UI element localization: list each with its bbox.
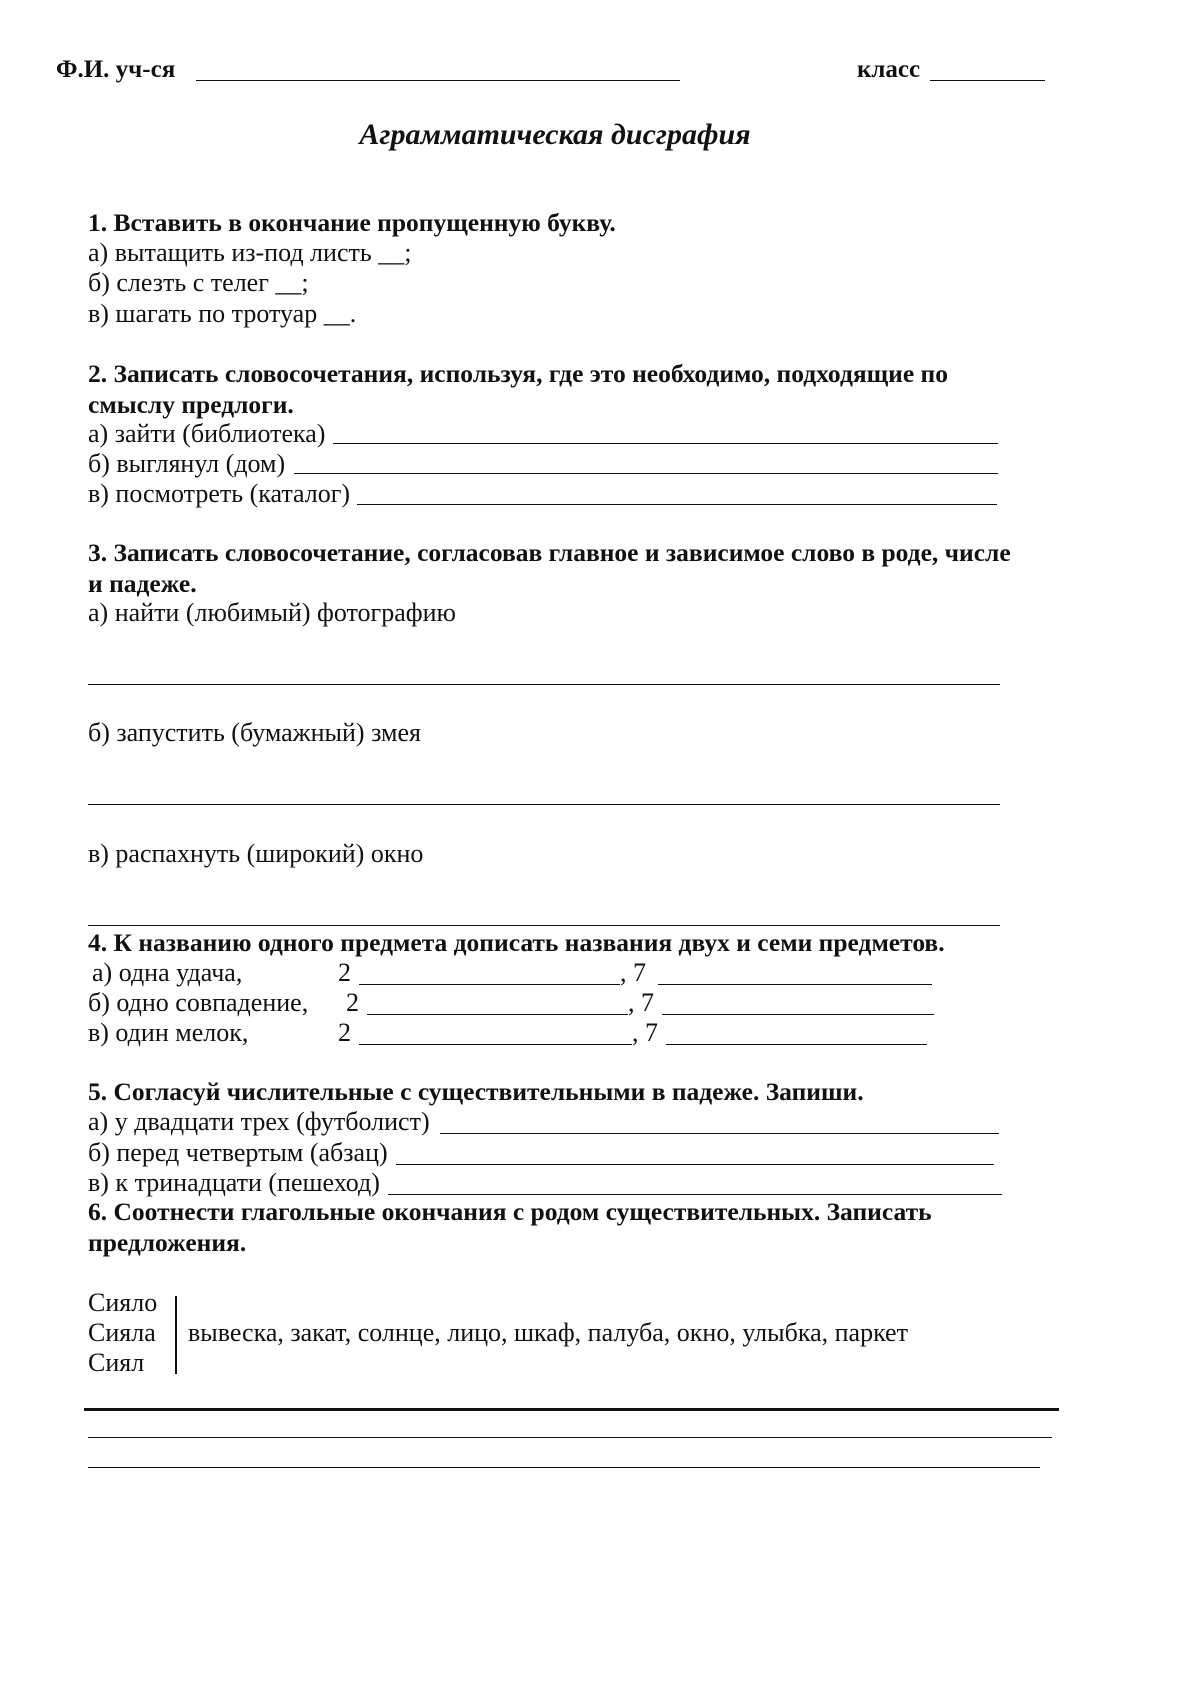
task1-item-b: б) слезть с телег __; <box>88 268 309 297</box>
task4-item-c-label: в) один мелок, <box>88 1018 249 1047</box>
task5-answer-line-a[interactable] <box>440 1133 999 1134</box>
task2-answer-line-c[interactable] <box>357 504 997 505</box>
task4-item-c-two: 2 <box>338 1018 351 1047</box>
task3-item-a: а) найти (любимый) фотографию <box>88 598 456 627</box>
task3-answer-line-a[interactable] <box>88 684 1000 685</box>
task6-divider <box>175 1296 177 1374</box>
task4-item-b-two: 2 <box>346 988 359 1017</box>
task6-verb-neuter: Сияло <box>88 1288 158 1317</box>
task3-heading-line1: 3. Записать словосочетание, согласовав главное и зависимое слово в роде, числе <box>88 538 1011 567</box>
task4-answer-line-c-seven[interactable] <box>666 1044 927 1045</box>
task6-heading-line2: предложения. <box>88 1228 247 1257</box>
task1-item-a: а) вытащить из-под листь __; <box>88 238 412 267</box>
class-line[interactable] <box>930 80 1045 81</box>
task5-item-c: в) к тринадцати (пешеход) <box>88 1168 380 1197</box>
task4-heading: 4. К названию одного предмета дописать названия двух и семи предметов. <box>88 928 945 957</box>
task4-answer-line-c-two[interactable] <box>359 1044 632 1045</box>
task6-verb-masculine: Сиял <box>88 1348 145 1377</box>
task5-answer-line-c[interactable] <box>388 1194 1002 1195</box>
task3-answer-line-c[interactable] <box>88 925 1000 926</box>
task6-answer-line-1[interactable] <box>84 1408 1059 1411</box>
task4-item-a-two: 2 <box>338 958 351 987</box>
student-name-line[interactable] <box>196 80 680 81</box>
task6-answer-line-3[interactable] <box>88 1467 1040 1468</box>
task1-item-c: в) шагать по тротуар __. <box>88 299 357 328</box>
task4-item-c-seven: , 7 <box>632 1018 658 1047</box>
task3-heading-line2: и падеже. <box>88 569 197 598</box>
class-label: класс <box>857 56 921 83</box>
task2-answer-line-a[interactable] <box>333 443 998 444</box>
task4-answer-line-b-two[interactable] <box>367 1014 628 1015</box>
student-name-label: Ф.И. уч-ся <box>56 56 176 83</box>
task4-item-a-seven: , 7 <box>620 958 646 987</box>
task4-item-a-label: а) одна удача, <box>92 958 243 987</box>
task6-heading-line1: 6. Соотнести глагольные окончания с родом существительных. Записать <box>88 1197 932 1226</box>
task6-verb-feminine: Сияла <box>88 1318 156 1347</box>
task6-nouns: вывеска, закат, солнце, лицо, шкаф, палуба, окно, улыбка, паркет <box>188 1318 908 1347</box>
task3-answer-line-b[interactable] <box>88 804 1000 805</box>
task1-heading: 1. Вставить в окончание пропущенную букву. <box>88 208 616 237</box>
task5-answer-line-b[interactable] <box>396 1164 994 1165</box>
page-title: Аграмматическая дисграфия <box>359 118 751 151</box>
task5-item-a: а) у двадцати трех (футболист) <box>88 1107 430 1136</box>
task4-answer-line-b-seven[interactable] <box>662 1014 934 1015</box>
task5-item-b: б) перед четвертым (абзац) <box>88 1138 388 1167</box>
task2-heading-line2: смыслу предлоги. <box>88 390 294 419</box>
task4-answer-line-a-two[interactable] <box>359 984 620 985</box>
task5-heading: 5. Согласуй числительные с существительными в падеже. Запиши. <box>88 1077 864 1106</box>
task3-item-b: б) запустить (бумажный) змея <box>88 718 421 747</box>
task2-answer-line-b[interactable] <box>294 473 998 474</box>
task2-item-a: а) зайти (библиотека) <box>88 419 326 448</box>
task2-item-c: в) посмотреть (каталог) <box>88 479 351 508</box>
task4-answer-line-a-seven[interactable] <box>658 984 932 985</box>
task2-item-b: б) выглянул (дом) <box>88 449 286 478</box>
task4-item-b-seven: , 7 <box>628 988 654 1017</box>
task3-item-c: в) распахнуть (широкий) окно <box>88 839 424 868</box>
task2-heading-line1: 2. Записать словосочетания, используя, где это необходимо, подходящие по <box>88 359 949 388</box>
task6-answer-line-2[interactable] <box>88 1437 1052 1438</box>
task4-item-b-label: б) одно совпадение, <box>88 988 309 1017</box>
